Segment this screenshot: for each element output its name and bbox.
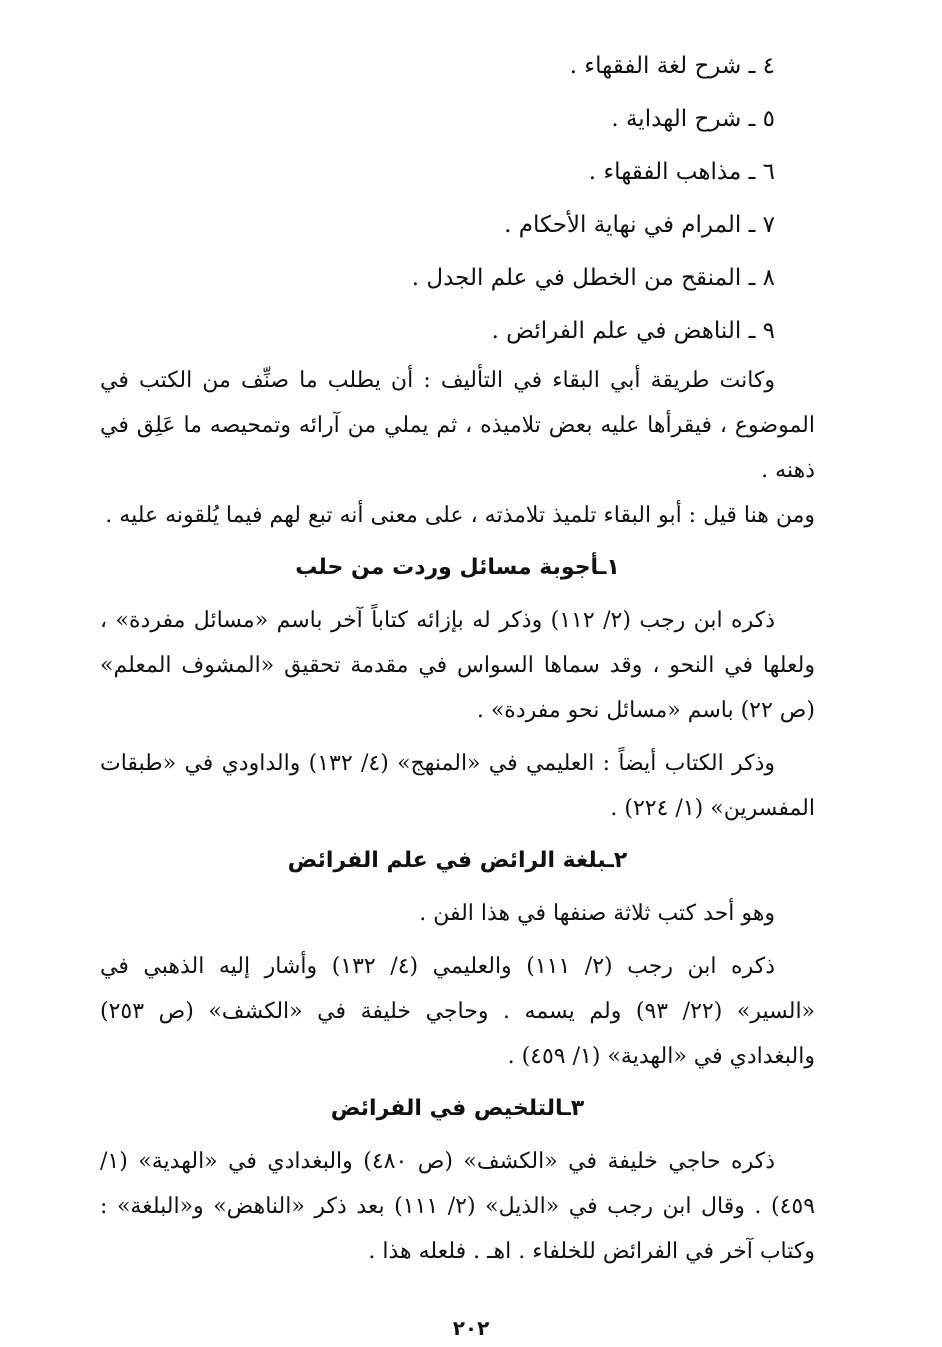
section-heading: ٢ـبلغة الرائض في علم الفرائض	[287, 848, 628, 873]
list-item: ٤ ـ شرح لغة الفقهاء .	[569, 53, 775, 79]
section-paragraph: ذكره ابن رجب (٢/ ١١١) والعليمي (٤/ ١٣٢) وأشار إليه الذهبي في «السير» (٢٢/ ٩٣) ولم يسمه . وحاجي خليفة في «الكشف» (ص ٢٥٣) والبغدادي في «الهدية» (١/ ٤٥٩) .	[100, 954, 816, 1069]
book-list	[100, 40, 815, 358]
intro-paragraph-continued: ومن هنا قيل : أبو البقاء تلميذ تلامذته ، على معنى أنه تبع لهم فيما يُلقونه عليه .	[105, 503, 815, 528]
intro-paragraph: وكانت طريقة أبي البقاء في التأليف : أن يطلب ما صنِّف من الكتب في الموضوع ، فيقرأها عليه بعض تلاميذه ، ثم يملي من آرائه وتمحيصه ما عَلِق في ذهنه .	[100, 368, 815, 483]
section-paragraph: وهو أحد كتب ثلاثة صنفها في هذا الفن .	[419, 901, 775, 926]
list-item: ٩ ـ الناهض في علم الفرائض .	[491, 318, 775, 344]
section-heading: ١ـأجوبة مسائل وردت من حلب	[295, 555, 620, 580]
section-heading: ٣ـالتلخيص في الفرائض	[330, 1096, 585, 1121]
page-body	[100, 40, 815, 1274]
list-item: ٥ ـ شرح الهداية .	[611, 106, 775, 132]
section-paragraph: وذكر الكتاب أيضاً : العليمي في «المنهج» (٤/ ١٣٢) والداودي في «طبقات المفسرين» (١/ ٢٢٤) .	[100, 751, 815, 821]
list-item: ٨ ـ المنقح من الخطل في علم الجدل .	[411, 265, 775, 291]
page-number: ٢٠٢	[452, 1316, 490, 1340]
section-paragraph: ذكره ابن رجب (٢/ ١١٢) وذكر له بإزائه كتاباً آخر باسم «مسائل مفردة» ، ولعلها في النحو ، وقد سماها السواس في مقدمة تحقيق «المشوف المعلم» (ص ٢٢) باسم «مسائل نحو مفردة» .	[100, 608, 815, 723]
list-item: ٧ ـ المرام في نهاية الأحكام .	[504, 212, 775, 238]
list-item: ٦ ـ مذاهب الفقهاء .	[588, 159, 775, 185]
section-paragraph: ذكره حاجي خليفة في «الكشف» (ص ٤٨٠) والبغدادي في «الهدية» (١/ ٤٥٩) . وقال ابن رجب في «الذيل» (٢/ ١١١) بعد ذكر «الناهض» و«البلغة» : وكتاب آخر في الفرائض للخلفاء . اهـ . فلعله هذا .	[100, 1149, 816, 1264]
